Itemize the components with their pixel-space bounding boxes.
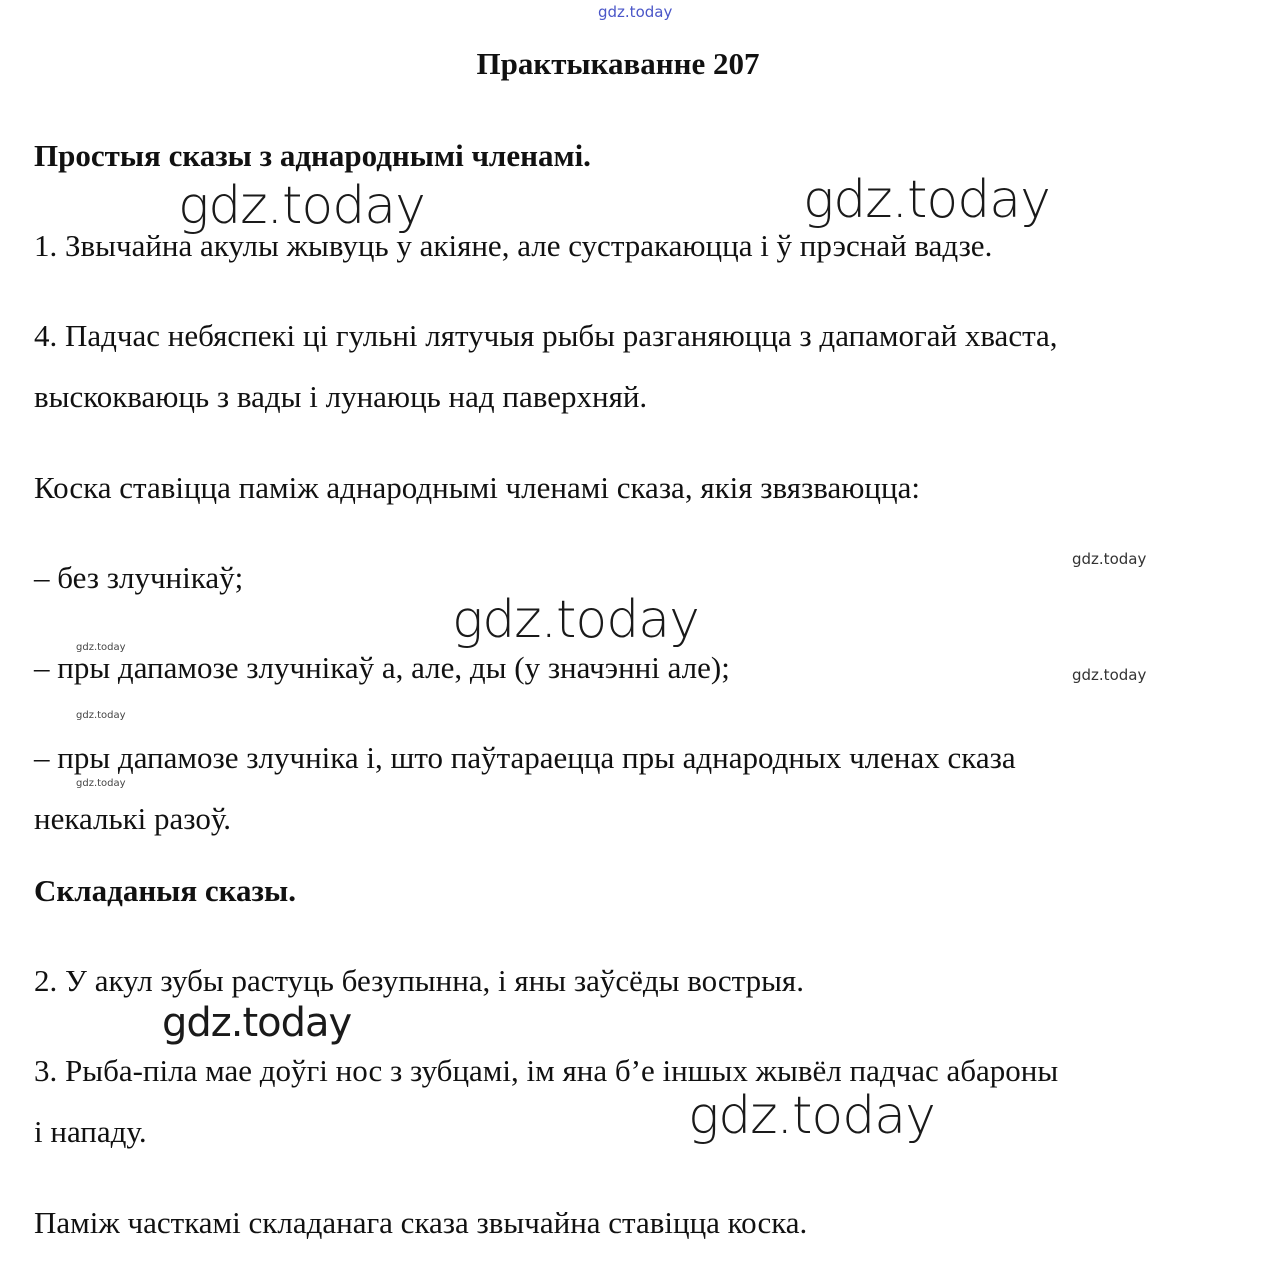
page-title: Практыкаванне 207 — [476, 46, 760, 81]
watermark-tiny-1: gdz.today — [76, 642, 126, 653]
sentence-3-line-1: 3. Рыба-піла мае доўгі нос з зубцамі, ім яна б’е іншых жывёл падчас абароны — [34, 1053, 1059, 1088]
rule-intro: Коска ставіцца паміж аднароднымі членамі сказа, якія звязваюцца: — [34, 470, 920, 505]
watermark-small-2: gdz.today — [1072, 666, 1147, 684]
rule-item-1: – без злучнікаў; — [34, 560, 244, 595]
watermark-large-2: gdz.today — [803, 170, 1050, 230]
watermark-large-1: gdz.today — [178, 176, 425, 236]
rule-item-2: – пры дапамозе злучнікаў а, але, ды (у значэнні але); — [34, 650, 730, 685]
complex-sentence-rule: Паміж часткамі складанага сказа звычайна ставіцца коска. — [34, 1205, 808, 1240]
watermark-large-4: gdz.today — [688, 1086, 935, 1146]
watermark-top: gdz.today — [598, 3, 673, 21]
section-heading-simple-sentences: Простыя сказы з аднароднымі членамі. — [34, 138, 591, 173]
watermark-small-1: gdz.today — [1072, 550, 1147, 568]
section-heading-complex-sentences: Складаныя сказы. — [34, 873, 296, 908]
sentence-4-line-2: выскокваюць з вады і лунаюць над паверхняй. — [34, 379, 648, 414]
sentence-2: 2. У акул зубы растуць безупынна, і яны заўсёды вострыя. — [34, 963, 804, 998]
watermark-medium-1: gdz.today — [162, 1000, 352, 1046]
sentence-3-line-2: і нападу. — [34, 1114, 147, 1149]
sentence-4-line-1: 4. Падчас небяспекі ці гульні лятучыя рыбы разганяюцца з дапамогай хваста, — [34, 318, 1058, 353]
watermark-tiny-3: gdz.today — [76, 778, 126, 789]
watermark-tiny-2: gdz.today — [76, 710, 126, 721]
watermark-large-3: gdz.today — [452, 590, 699, 650]
sentence-1: 1. Звычайна акулы жывуць у акіяне, але сустракаюцца і ў прэснай вадзе. — [34, 228, 993, 263]
rule-item-3-line-2: некалькі разоў. — [34, 801, 231, 836]
rule-item-3-line-1: – пры дапамозе злучніка і, што паўтараецца пры аднародных членах сказа — [34, 740, 1016, 775]
